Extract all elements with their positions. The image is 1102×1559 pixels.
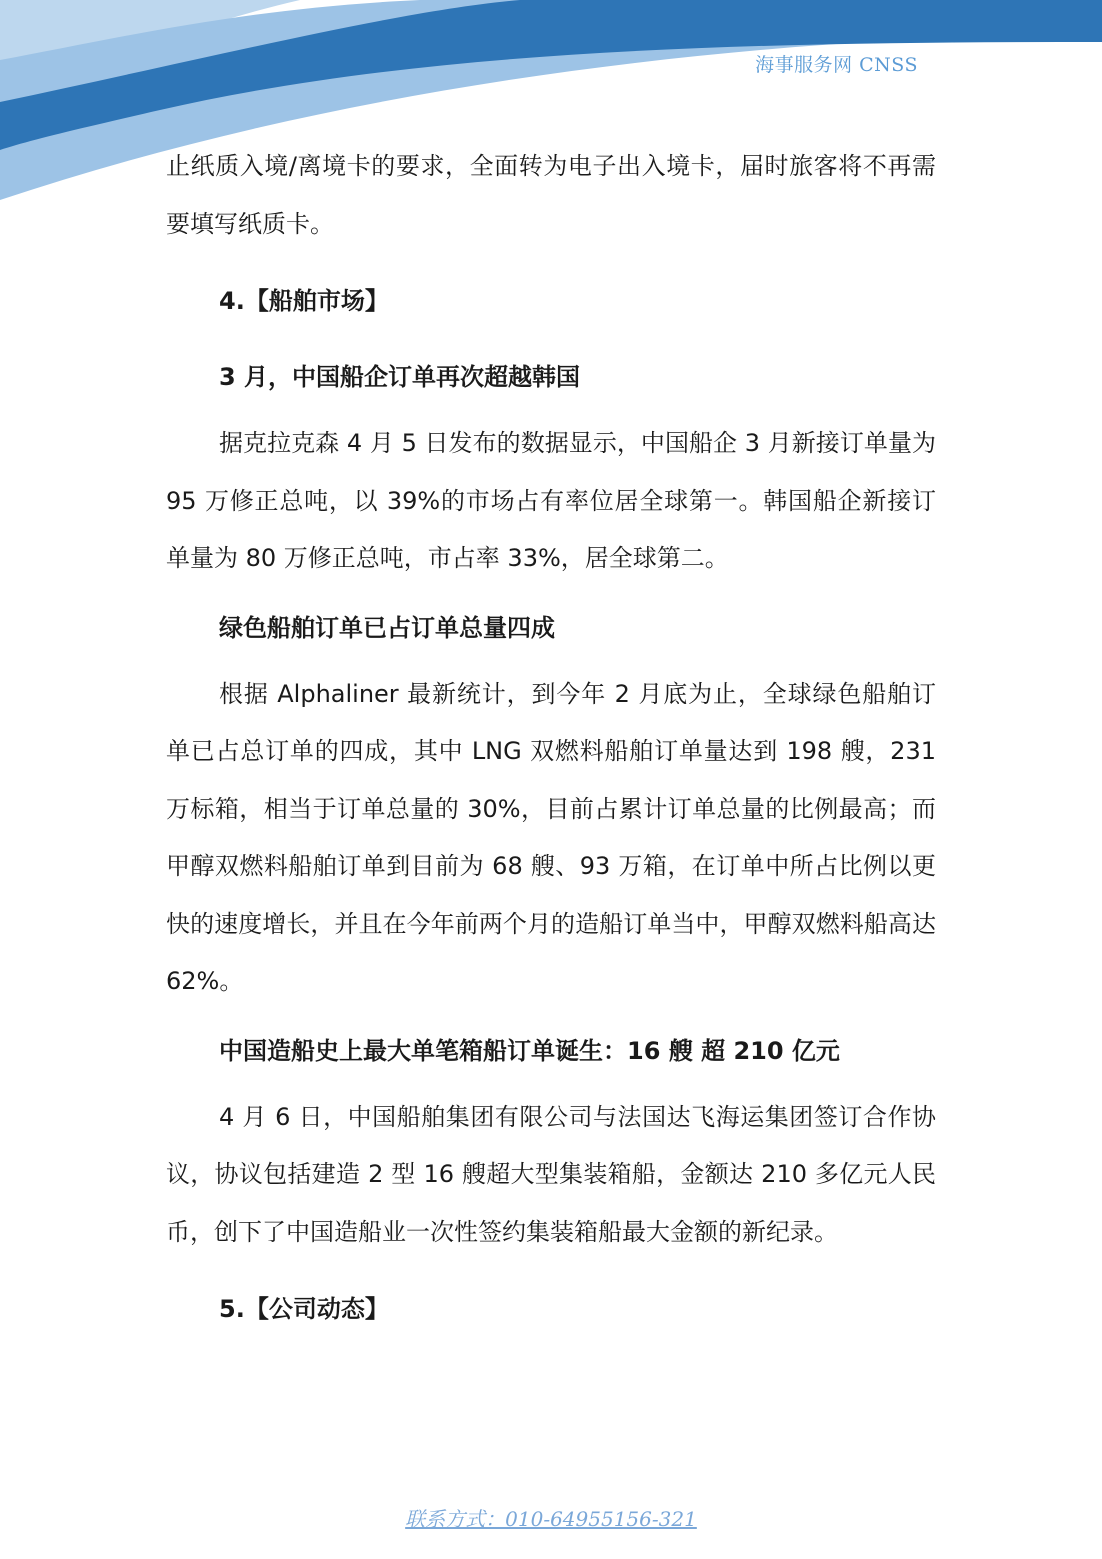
header-brand: 海事服务网 CNSS	[755, 54, 918, 76]
document-body	[166, 138, 936, 1347]
article2-paragraph: 根据 Alphaliner 最新统计，到今年 2 月底为止，全球绿色船舶订单已占总订单的四成，其中 LNG 双燃料船舶订单量达到 198 艘，231 万标箱，相当于订单总量的 30%，目前占累计订单总量的比例最高；而甲醇双燃料船舶订单到目前为 68 艘、93 万箱，在订单中所占比例以更快的速度增长，并且在今年前两个月的造船订单当中，甲醇双燃料船高达 62%。	[166, 679, 936, 995]
article1-title: 3 月，中国船企订单再次超越韩国	[219, 363, 581, 391]
section4-title: 4.【船舶市场】	[219, 287, 389, 315]
article3-title: 中国造船史上最大单笔箱船订单诞生：16 艘 超 210 亿元	[219, 1036, 840, 1065]
article3-paragraph: 4 月 6 日，中国船舶集团有限公司与法国达飞海运集团签订合作协议，协议包括建造 2 型 16 艘超大型集装箱船，金额达 210 多亿元人民币，创下了中国造船业一次性签约集装箱船最大金额的新纪录。	[166, 1102, 936, 1246]
intro-continuation-paragraph: 止纸质入境/离境卡的要求，全面转为电子出入境卡，届时旅客将不再需要填写纸质卡。	[166, 152, 936, 238]
footer-contact[interactable]: 联系方式：010-64955156-321	[405, 1507, 697, 1531]
section5-title: 5.【公司动态】	[219, 1295, 389, 1323]
article1-paragraph: 据克拉克森 4 月 5 日发布的数据显示，中国船企 3 月新接订单量为 95 万修正总吨，以 39%的市场占有率位居全球第一。韩国船企新接订单量为 80 万修正总吨，市占率 33%，居全球第二。	[166, 429, 936, 572]
article2-title: 绿色船舶订单已占订单总量四成	[219, 613, 555, 642]
